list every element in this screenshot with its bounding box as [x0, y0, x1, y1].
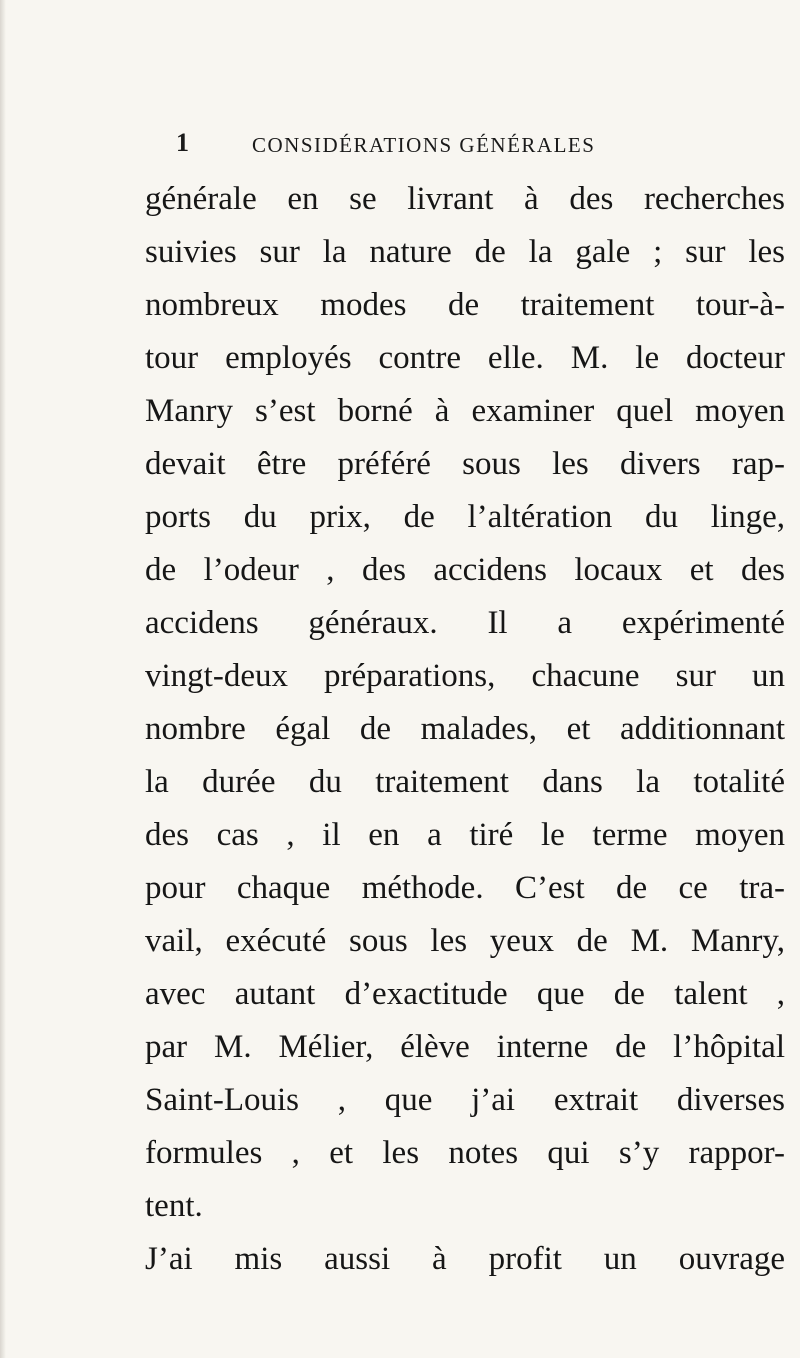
text-line: avec autant d’exactitude que de talent , — [145, 976, 785, 1012]
page-edge-shadow — [0, 0, 6, 1358]
text-line: générale en se livrant à des recherches — [145, 181, 785, 217]
text-line: J’ai mis aussi à profit un ouvrage — [145, 1241, 785, 1277]
running-head — [176, 128, 646, 158]
page-number: 1 — [176, 128, 189, 157]
text-line: des cas , il en a tiré le terme moyen — [145, 817, 785, 853]
text-line: tour employés contre elle. M. le docteur — [145, 340, 785, 376]
text-line: formules , et les notes qui s’y rappor- — [145, 1135, 785, 1171]
text-line: vail, exécuté sous les yeux de M. Manry, — [145, 923, 785, 959]
running-title: CONSIDÉRATIONS GÉNÉRALES — [252, 133, 596, 157]
text-line: nombreux modes de traitement tour-à- — [145, 287, 785, 323]
text-line: la durée du traitement dans la totalité — [145, 764, 785, 800]
text-line: par M. Mélier, élève interne de l’hôpital — [145, 1029, 785, 1065]
text-line: Manry s’est borné à examiner quel moyen — [145, 393, 785, 429]
body-text — [145, 173, 785, 1286]
text-line: de l’odeur , des accidens locaux et des — [145, 552, 785, 588]
text-line: vingt-deux préparations, chacune sur un — [145, 658, 785, 694]
text-line: accidens généraux. Il a expérimenté — [145, 605, 785, 641]
text-line: pour chaque méthode. C’est de ce tra- — [145, 870, 785, 906]
text-line: devait être préféré sous les divers rap- — [145, 446, 785, 482]
text-line: ports du prix, de l’altération du linge, — [145, 499, 785, 535]
text-line: suivies sur la nature de la gale ; sur les — [145, 234, 785, 270]
text-line: nombre égal de malades, et additionnant — [145, 711, 785, 747]
text-line: Saint-Louis , que j’ai extrait diverses — [145, 1082, 785, 1118]
text-line: tent. — [145, 1188, 203, 1224]
